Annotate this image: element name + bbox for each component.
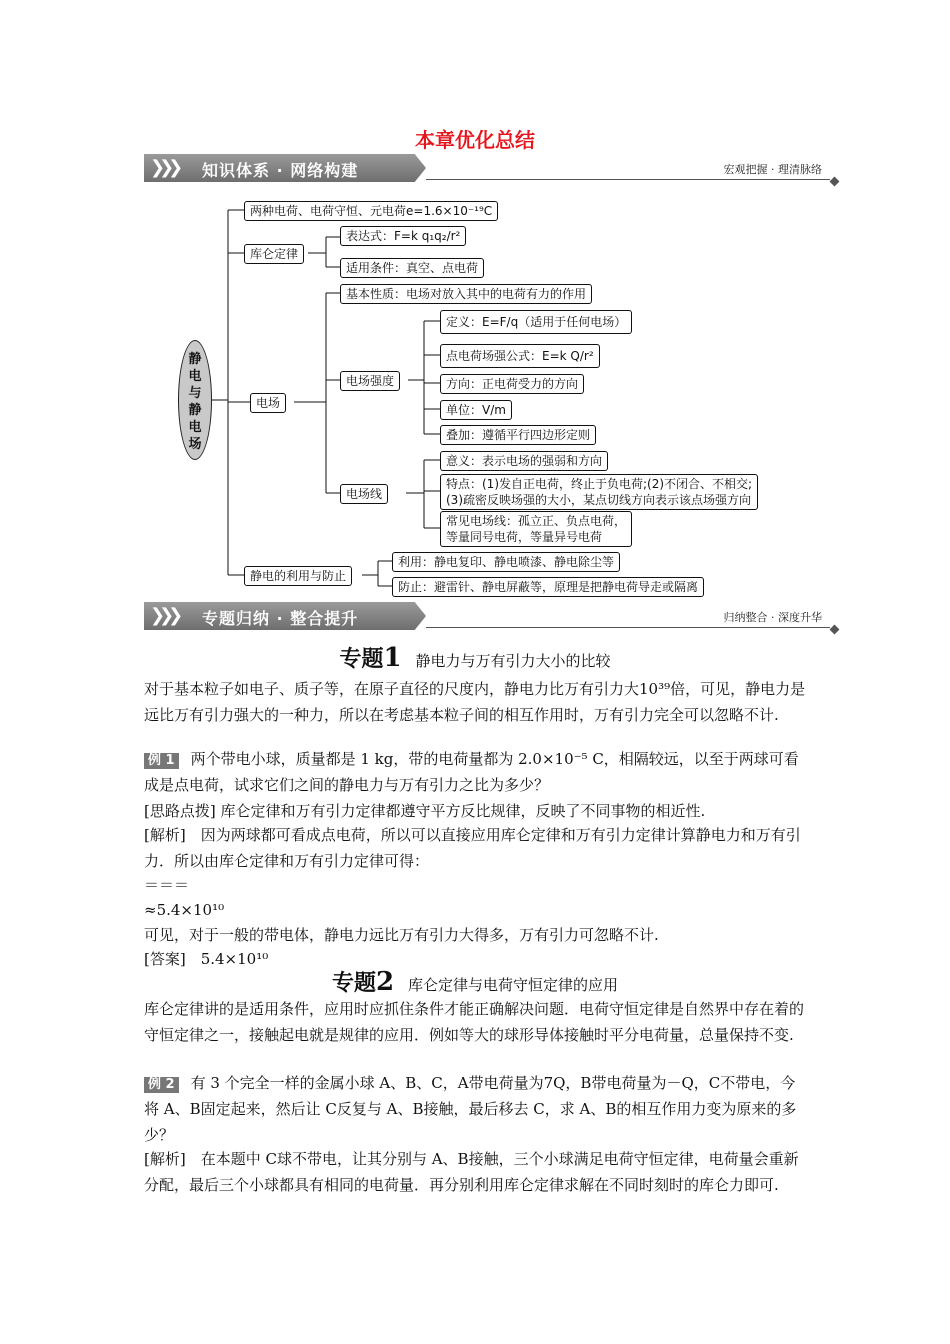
node-common-lines: 常见电场线：孤立正、负点电荷， 等量同号电荷，等量异号电荷: [440, 511, 632, 547]
chevron-icon: ❯❯❯: [150, 157, 178, 178]
node-charge: 两种电荷、电荷守恒、元电荷e=1.6×10⁻¹⁹C: [244, 201, 498, 221]
example-tag: 例 2: [144, 1077, 179, 1093]
node-field: 电场: [250, 393, 286, 413]
example2: 例 2 有 3 个完全一样的金属小球 A、B、C，A带电荷量为7Q，B带电荷量为－Q，C不带电，今将 A、B固定起来，然后让 C反复与 A、B接触，最后移去 C，求 A、B的相互作用力变为原来的多少？: [144, 1074, 797, 1144]
node-field-strength: 电场强度: [340, 371, 400, 391]
node-use: 利用：静电复印、静电喷漆、静电除尘等: [392, 552, 620, 572]
topic1-conclusion: 可见，对于一般的带电体，静电力远比万有引力大得多，万有引力可忽略不计.: [144, 926, 659, 944]
topic2-heading: 专题2 库仑定律与电荷守恒定律的应用: [331, 967, 619, 997]
topic1-intro: 对于基本粒子如电子、质子等，在原子直径的尺度内，静电力比万有引力大10³⁹倍，可见，静电力是远比万有引力强大的一种力，所以在考虑基本粒子间的相互作用时，万有引力完全可以忽略不计.: [144, 680, 806, 724]
node-features: 特点：(1)发自正电荷，终止于负电荷;(2)不闭合、不相交; (3)疏密反映场强的大小，某点切线方向表示该点场强方向: [440, 474, 758, 510]
topic2-analysis: [解析] 在本题中 C球不带电，让其分别与 A、B接触，三个小球满足电荷守恒定律，电荷量会重新分配，最后三个小球都具有相同的电荷量．再分别利用库仑定律求解在不同时刻时的库仑力即可.: [144, 1150, 799, 1194]
topic1-equation: ＝＝＝: [144, 876, 190, 894]
mindmap-root: 静电与静电场: [178, 340, 212, 460]
section-banner-topics: [144, 602, 840, 630]
banner-title: 专题归纳 · 整合提升: [202, 609, 359, 628]
topic1-analysis: [解析] 因为两球都可看成点电荷，所以可以直接应用库仑定律和万有引力定律计算静电力和万有引力．所以由库仑定律和万有引力定律可得：: [144, 826, 801, 870]
node-meaning: 意义：表示电场的强弱和方向: [440, 451, 608, 471]
example1: 例 1 两个带电小球，质量都是 1 kg，带的电荷量都为 2.0×10⁻⁵ C，相隔较远，以至于两球可看成是点电荷，试求它们之间的静电力与万有引力之比为多少？: [144, 750, 799, 794]
topic1-answer: [答案] 5.4×10¹⁰: [144, 950, 269, 968]
node-point-charge: 点电荷场强公式：E=k Q/r²: [440, 344, 600, 368]
node-coulomb: 库仑定律: [244, 244, 304, 264]
topic1-approx: ≈5.4×10¹⁰: [144, 901, 225, 919]
node-condition: 适用条件：真空、点电荷: [340, 258, 484, 278]
topic1-hint: [思路点拨] 库仑定律和万有引力定律都遵守平方反比规律，反映了不同事物的相近性.: [144, 802, 706, 820]
chevron-icon: ❯❯❯: [150, 605, 178, 626]
node-field-lines: 电场线: [340, 484, 388, 504]
banner-subtitle: 归纳整合 · 深度升华: [723, 611, 822, 624]
topic1-heading: 专题1 静电力与万有引力大小的比较: [339, 643, 611, 673]
node-unit: 单位：V/m: [440, 400, 512, 420]
example-tag: 例 1: [144, 753, 179, 769]
node-prevent: 防止：避雷针、静电屏蔽等，原理是把静电荷导走或隔离: [392, 577, 704, 597]
topic2-intro: 库仑定律讲的是适用条件，应用时应抓住条件才能正确解决问题．电荷守恒定律是自然界中存在着的守恒定律之一，接触起电就是规律的应用．例如等大的球形导体接触时平分电荷量，总量保持不变.: [144, 1000, 805, 1044]
banner-title: 知识体系 · 网络构建: [202, 161, 359, 180]
node-basic-property: 基本性质：电场对放入其中的电荷有力的作用: [340, 284, 592, 304]
banner-subtitle: 宏观把握 · 理清脉络: [723, 163, 822, 176]
node-use-prevent: 静电的利用与防止: [244, 566, 352, 586]
node-direction: 方向：正电荷受力的方向: [440, 374, 584, 394]
node-expression: 表达式：F=k q₁q₂/r²: [340, 226, 466, 246]
node-superposition: 叠加：遵循平行四边形定则: [440, 425, 596, 445]
node-definition: 定义：E=F/q（适用于任何电场）: [440, 310, 632, 334]
diamond-icon: [830, 625, 840, 635]
page-title: 本章优化总结: [415, 128, 535, 152]
